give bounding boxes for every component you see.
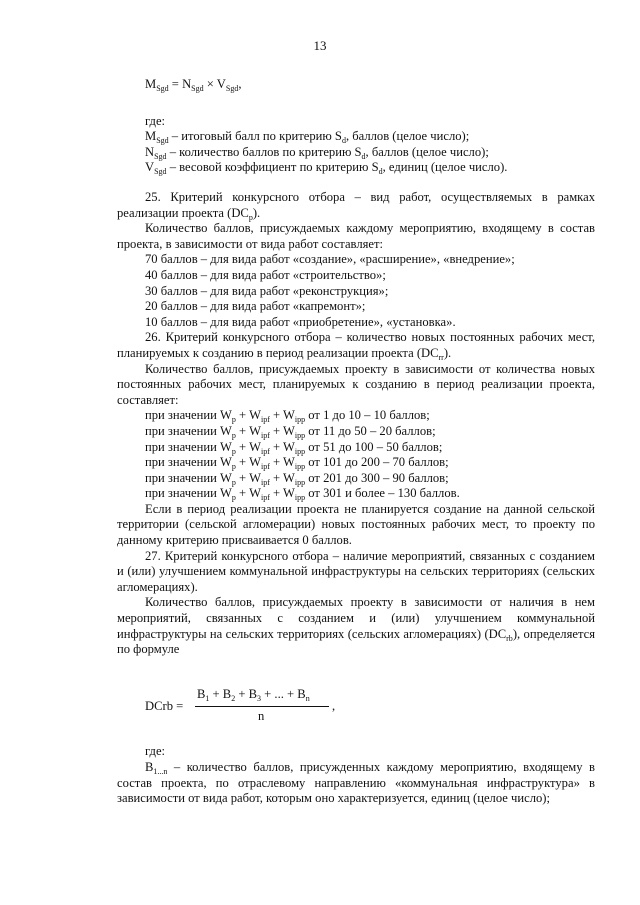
list-item: при значении $W_p + W_{ipf} + W_{ipp}$ от 51 до 100 – 50 баллов; (145, 439, 443, 456)
paragraph-25: 25. Критерий конкурсного отбора – вид работ, осуществляемых в рамках реализации проекта $(DC_p)$. (117, 190, 595, 222)
formula-dcrb-numerator: $B_1 + B_2 + B_3$ + ... + $B_n$ (197, 687, 310, 703)
fraction-bar (195, 706, 329, 707)
list-item: при значении $W_p + W_{ipf} + W_{ipp}$ от 11 до 50 – 20 баллов; (145, 423, 436, 440)
page-number: 13 (313, 38, 327, 53)
formula-dcrb-denominator: n (258, 709, 265, 723)
list-item: 10 баллов – для вида работ «приобретение», «установка». (145, 314, 456, 329)
list-item: 20 баллов – для вида работ «капремонт»; (145, 299, 366, 314)
formula-dcrb-lhs: DCrb = (145, 699, 184, 713)
formula-dcrb-comma: , (332, 699, 336, 713)
list-item: 70 баллов – для вида работ «создание», «расширение», «внедрение»; (145, 252, 515, 267)
where-label: где: (145, 114, 166, 128)
list-item: при значении $W_p + W_{ipf} + W_{ipp}$ от 1 до 10 – 10 баллов; (145, 408, 430, 425)
paragraph-27-intro: Количество баллов, присуждаемых проекту в зависимости от наличия в нем мероприятий, связанных с созданием и (или) улучшением коммунальной инфраструктуры на сельских территориях (сельских агломерациях) $(DC_{rb})$, определяется по формуле (117, 595, 596, 657)
paragraph-26-note: Если в период реализации проекта не планируется создание на данной сельской территории (сельской агломерации) новых постоянных рабочих мест, то проекту по данному критерию присваивается 0 баллов. (117, 501, 595, 548)
definition-item: $V_{Sgd}$ – весовой коэффициент по критерию $S_d$, единиц (целое число). (145, 160, 508, 177)
list-item: при значении $W_p + W_{ipf} + W_{ipp}$ от 201 до 300 – 90 баллов; (145, 470, 449, 487)
definition-b-item: $B_{1...n}$ – количество баллов, присужденных каждому мероприятию, входящему в состав проекта, по отраслевому направлению «коммунальная инфраструктура» в зависимости от вида работ, которым оно характеризуется, единиц (целое число); (117, 760, 595, 806)
formula-msgd: $M_{Sgd} = N_{Sgd} \times V_{Sgd}$, (145, 77, 242, 93)
paragraph-25-intro: Количество баллов, присуждаемых каждому мероприятию, входящему в состав проекта, в зависимости от вида работ составляет: (117, 221, 595, 251)
where-label-2: где: (145, 744, 166, 758)
definitions-list (145, 129, 605, 176)
paragraph-27: 27. Критерий конкурсного отбора – наличие мероприятий, связанных с созданием и (или) улучшением коммунальной инфраструктуры на сельских территориях (сельских агломерациях). (117, 548, 595, 594)
list-item: при значении $W_p + W_{ipf} + W_{ipp}$ от 301 и более – 130 баллов. (145, 486, 460, 503)
list-item: 40 баллов – для вида работ «строительство»; (145, 267, 386, 282)
definition-item: $M_{Sgd}$ – итоговый балл по критерию $S_d$, баллов (целое число); (145, 129, 470, 145)
last-definition (117, 760, 595, 807)
paragraph-26-intro: Количество баллов, присуждаемых проекту в зависимости от количества новых постоянных рабочих мест, планируемых к созданию в период реализации проекта, составляет: (117, 361, 595, 407)
definition-item: $N_{Sgd}$ – количество баллов по критерию $S_d$, баллов (целое число); (145, 144, 489, 161)
list-item: при значении $W_p + W_{ipf} + W_{ipp}$ от 101 до 200 – 70 баллов; (145, 455, 449, 472)
main-body (117, 190, 595, 658)
paragraph-26: 26. Критерий конкурсного отбора – количество новых постоянных рабочих мест, планируемых к созданию в период реализации проекта $(DC_{rr})$. (117, 330, 595, 362)
list-item: 30 баллов – для вида работ «реконструкция»; (145, 283, 389, 298)
